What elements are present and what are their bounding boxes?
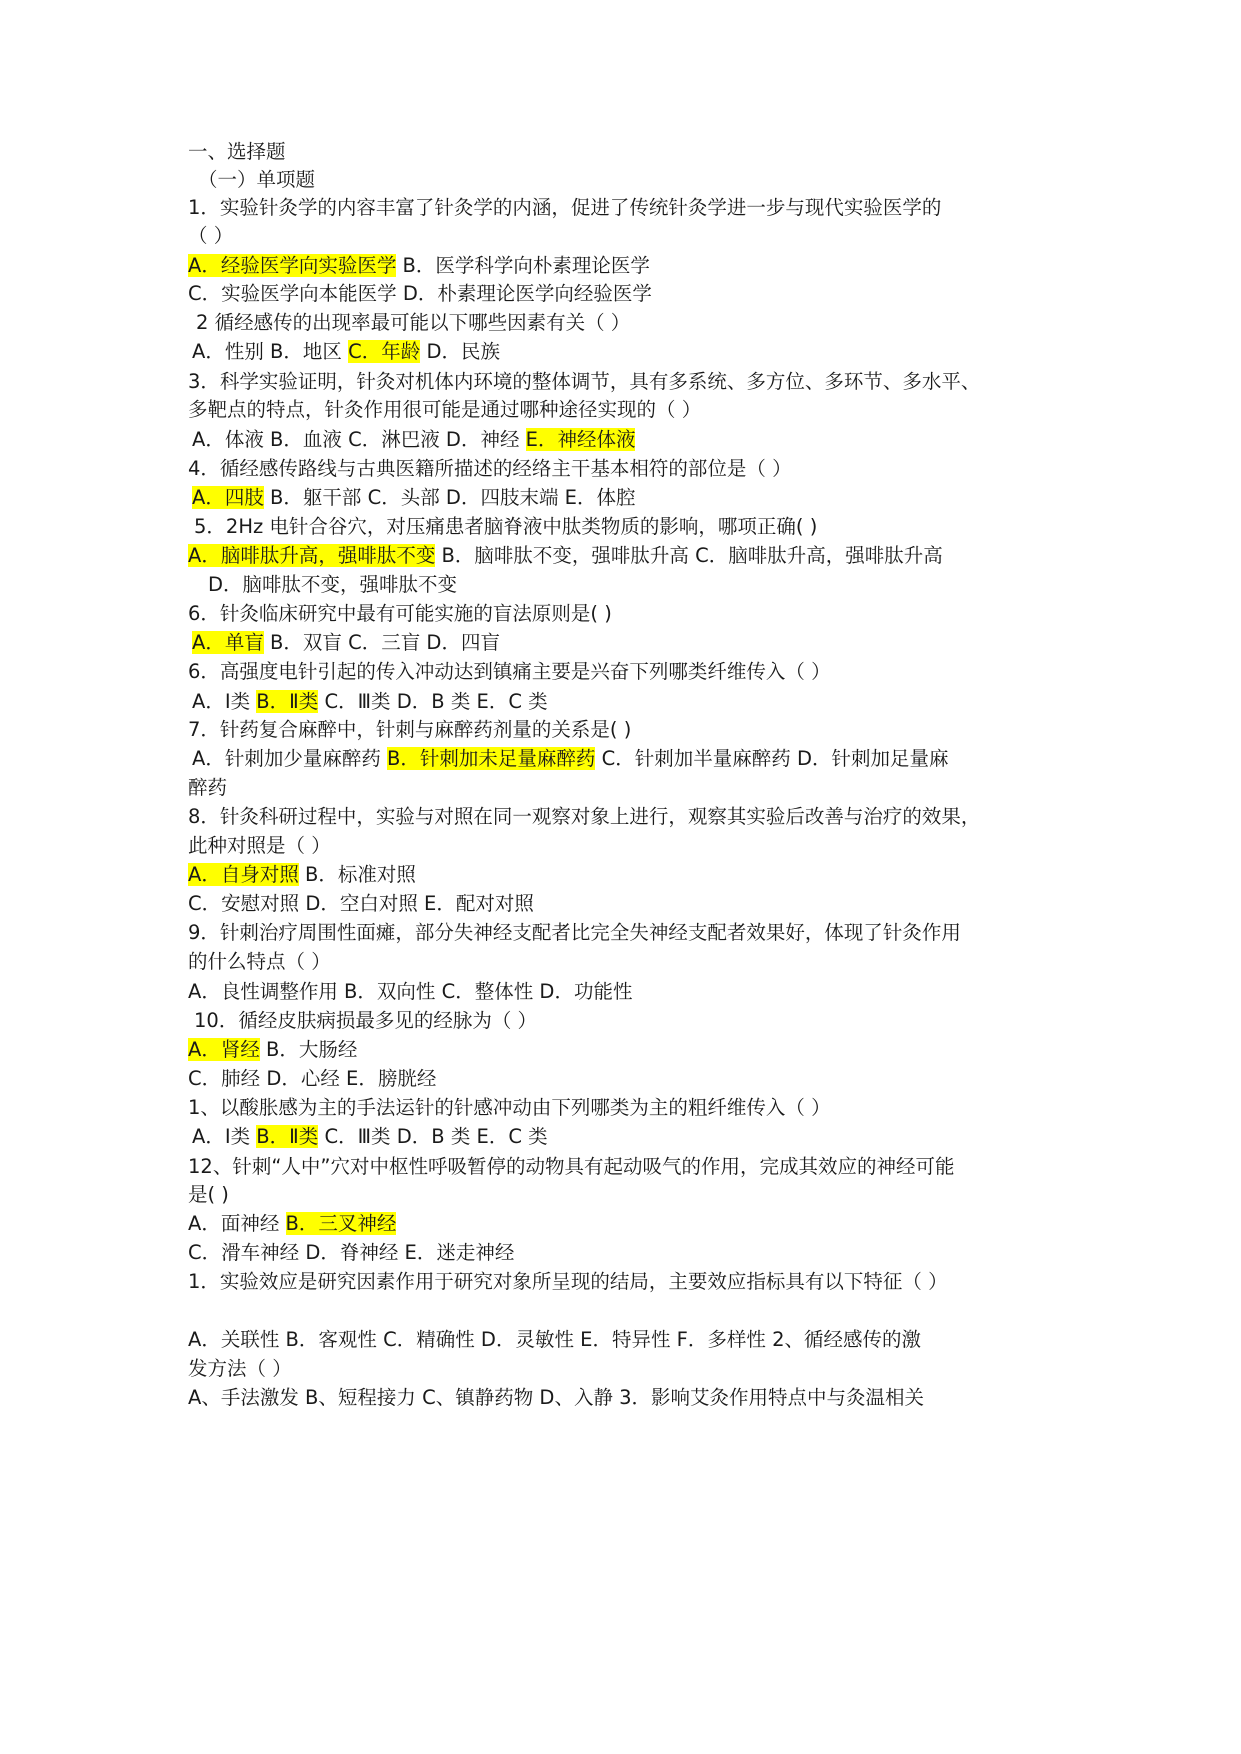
highlighted-answer: A．自身对照 <box>188 863 299 886</box>
text-segment: 此种对照是（ ） <box>188 834 331 857</box>
text-line <box>188 280 652 308</box>
text-line <box>188 1210 396 1238</box>
text-segment: C．针刺加半量麻醉药 D．针刺加足量麻 <box>595 747 949 770</box>
text-segment: A．针刺加少量麻醉药 <box>192 747 388 770</box>
text-segment: D．脑啡肽不变，强啡肽不变 <box>208 573 458 596</box>
text-segment: 5．2Hz 电针合谷穴，对压痛患者脑脊液中肽类物质的影响，哪项正确( ) <box>194 515 818 538</box>
text-segment: A．关联性 B．客观性 C．精确性 D．灵敏性 E．特异性 F．多样性 2、循经感传的激 <box>188 1328 921 1351</box>
text-line <box>188 368 980 396</box>
text-line <box>188 1355 292 1383</box>
text-line <box>198 166 315 194</box>
highlighted-answer: A．单盲 <box>192 631 264 654</box>
text-line <box>188 861 416 889</box>
text-segment: 醉药 <box>188 776 228 799</box>
text-line <box>188 1326 921 1354</box>
text-line <box>188 396 701 424</box>
text-segment: 1、以酸胀感为主的手法运针的针感冲动由下列哪类为主的粗纤维传入（ ） <box>188 1096 831 1119</box>
text-segment: 7．针药复合麻醉中，针刺与麻醉药剂量的关系是( ) <box>188 718 632 741</box>
highlighted-answer: B．三叉神经 <box>285 1212 397 1235</box>
text-segment: A．Ⅰ类 <box>192 690 257 713</box>
text-segment: B．双盲 C．三盲 D．四盲 <box>263 631 500 654</box>
text-line <box>188 774 227 802</box>
text-segment: A．良性调整作用 B．双向性 C．整体性 D．功能性 <box>188 980 633 1003</box>
text-line <box>188 658 831 686</box>
text-line <box>188 222 233 250</box>
text-segment: C．肺经 D．心经 E．膀胱经 <box>188 1067 437 1090</box>
text-line <box>188 1239 514 1267</box>
text-line <box>188 1036 357 1064</box>
text-line <box>188 890 534 918</box>
text-segment: （一）单项题 <box>198 168 316 191</box>
text-segment: B．标准对照 <box>298 863 416 886</box>
text-segment: 12、针刺“人中”穴对中枢性呼吸暂停的动物具有起动吸气的作用，完成其效应的神经可能 <box>188 1155 955 1178</box>
highlighted-answer: A．经验医学向实验医学 <box>188 254 397 277</box>
text-segment: 1．实验效应是研究因素作用于研究对象所呈现的结局，主要效应指标具有以下特征（ ） <box>188 1270 948 1293</box>
text-line <box>188 455 792 483</box>
text-line <box>188 542 943 570</box>
highlighted-answer: A．四肢 <box>192 486 264 509</box>
text-line <box>208 571 457 599</box>
highlighted-answer: E．神经体液 <box>525 428 636 451</box>
text-line <box>188 919 961 947</box>
text-line <box>192 745 948 773</box>
text-segment: 3．科学实验证明，针灸对机体内环境的整体调节，具有多系统、多方位、多环节、多水平、 <box>188 370 981 393</box>
text-line <box>196 309 630 337</box>
text-line <box>194 513 817 541</box>
text-segment: A．Ⅰ类 <box>192 1125 257 1148</box>
text-segment: 的什么特点（ ） <box>188 950 331 973</box>
text-line <box>192 426 635 454</box>
text-segment: C．安慰对照 D．空白对照 E．配对对照 <box>188 892 534 915</box>
text-segment: 8．针灸科研过程中，实验与对照在同一观察对象上进行，观察其实验后改善与治疗的效果， <box>188 805 981 828</box>
text-line <box>192 629 500 657</box>
highlighted-answer: B．Ⅱ类 <box>256 1125 319 1148</box>
text-segment: A．面神经 <box>188 1212 286 1235</box>
highlighted-answer: A．脑啡肽升高，强啡肽不变 <box>188 544 436 567</box>
text-segment: B．躯干部 C．头部 D．四肢末端 E．体腔 <box>263 486 636 509</box>
text-segment: D．民族 <box>420 340 500 363</box>
text-line <box>188 138 286 166</box>
text-line <box>192 484 635 512</box>
text-line <box>192 688 548 716</box>
text-segment: C．Ⅲ类 D．B 类 E．C 类 <box>318 1125 548 1148</box>
text-segment: B．医学科学向朴素理论医学 <box>396 254 650 277</box>
text-line <box>188 1384 924 1412</box>
text-segment: 10．循经皮肤病损最多见的经脉为（ ） <box>194 1009 538 1032</box>
text-line <box>188 1153 955 1181</box>
text-line <box>188 194 941 222</box>
text-line <box>188 948 331 976</box>
text-segment: 2 循经感传的出现率最可能以下哪些因素有关（ ） <box>196 311 631 334</box>
text-segment: B．脑啡肽不变，强啡肽升高 C．脑啡肽升高，强啡肽升高 <box>435 544 943 567</box>
text-segment: 一、选择题 <box>188 140 286 163</box>
text-segment: 6．高强度电针引起的传入冲动达到镇痛主要是兴奋下列哪类纤维传入（ ） <box>188 660 831 683</box>
text-line <box>188 1268 948 1296</box>
text-line <box>188 1065 436 1093</box>
text-line <box>188 832 331 860</box>
highlighted-answer: A．肾经 <box>188 1038 260 1061</box>
text-line <box>192 338 500 366</box>
highlighted-answer: C．年龄 <box>348 340 421 363</box>
text-segment: A．性别 B．地区 <box>192 340 349 363</box>
text-segment: （ ） <box>188 224 234 247</box>
text-segment: B．大肠经 <box>259 1038 358 1061</box>
text-segment: 4．循经感传路线与古典医籍所描述的经络主干基本相符的部位是（ ） <box>188 457 792 480</box>
text-segment: 6．针灸临床研究中最有可能实施的盲法原则是( ) <box>188 602 612 625</box>
text-segment: 9．针刺治疗周围性面瘫，部分失神经支配者比完全失神经支配者效果好，体现了针灸作用 <box>188 921 961 944</box>
text-segment: C．滑车神经 D．脊神经 E．迷走神经 <box>188 1241 515 1264</box>
text-segment: C．实验医学向本能医学 D．朴素理论医学向经验医学 <box>188 282 652 305</box>
text-line <box>188 600 612 628</box>
text-line <box>194 1007 537 1035</box>
highlighted-answer: B．针刺加未足量麻醉药 <box>387 747 596 770</box>
text-segment: 发方法（ ） <box>188 1357 292 1380</box>
text-line <box>188 803 980 831</box>
text-segment: A．体液 B．血液 C．淋巴液 D．神经 <box>192 428 526 451</box>
text-segment: 多靶点的特点，针灸作用很可能是通过哪种途径实现的（ ） <box>188 398 702 421</box>
text-segment: C．Ⅲ类 D．B 类 E．C 类 <box>318 690 548 713</box>
text-line <box>192 1123 548 1151</box>
text-line <box>188 978 632 1006</box>
text-line <box>188 1094 831 1122</box>
text-line <box>188 252 650 280</box>
text-line <box>188 716 631 744</box>
text-segment: A、手法激发 B、短程接力 C、镇静药物 D、入静 3．影响艾灸作用特点中与灸温相关 <box>188 1386 925 1409</box>
text-segment: 1．实验针灸学的内容丰富了针灸学的内涵，促进了传统针灸学进一步与现代实验医学的 <box>188 196 942 219</box>
highlighted-answer: B．Ⅱ类 <box>256 690 319 713</box>
text-line <box>188 1181 229 1209</box>
text-segment: 是( ) <box>188 1183 229 1206</box>
